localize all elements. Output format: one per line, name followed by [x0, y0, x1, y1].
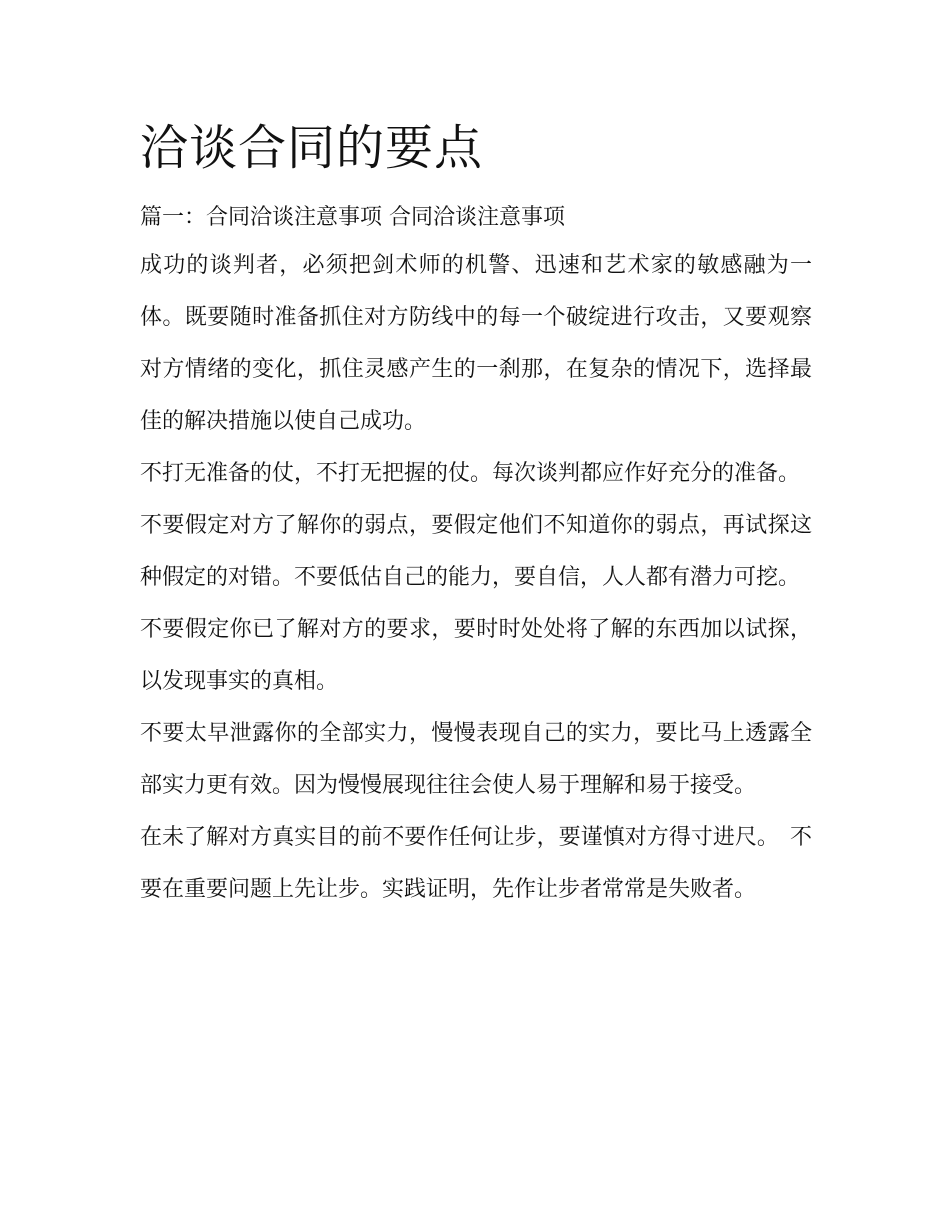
- paragraph: 不打无准备的仗，不打无把握的仗。每次谈判都应作好充分的准备。: [140, 461, 801, 486]
- document-page: [140, 110, 812, 916]
- paragraph: 不要假定你已了解对方的要求，要时时处处将了解的东西加以试探，以发现事实的真相。: [140, 617, 812, 694]
- paragraph: 在未了解对方真实目的前不要作任何让步，要谨慎对方得寸进尺。 不要在重要问题上先让步。实践证明，先作让步者常常是失败者。: [140, 825, 812, 902]
- paragraph: 不要太早泄露你的全部实力，慢慢表现自己的实力，要比马上透露全部实力更有效。因为慢慢展现往往会使人易于理解和易于接受。: [140, 721, 812, 798]
- document-subtitle: 篇一：合同洽谈注意事项 合同洽谈注意事项: [140, 205, 565, 230]
- paragraph: 不要假定对方了解你的弱点，要假定他们不知道你的弱点，再试探这种假定的对错。不要低估自己的能力，要自信，人人都有潜力可挖。: [140, 513, 812, 590]
- paragraph: 成功的谈判者，必须把剑术师的机警、迅速和艺术家的敏感融为一体。既要随时准备抓住对方防线中的每一个破绽进行攻击，又要观察对方情绪的变化，抓住灵感产生的一刹那，在复杂的情况下，选择最佳的解决措施以使自己成功。: [140, 253, 812, 434]
- document-title: 洽谈合同的要点: [140, 120, 484, 176]
